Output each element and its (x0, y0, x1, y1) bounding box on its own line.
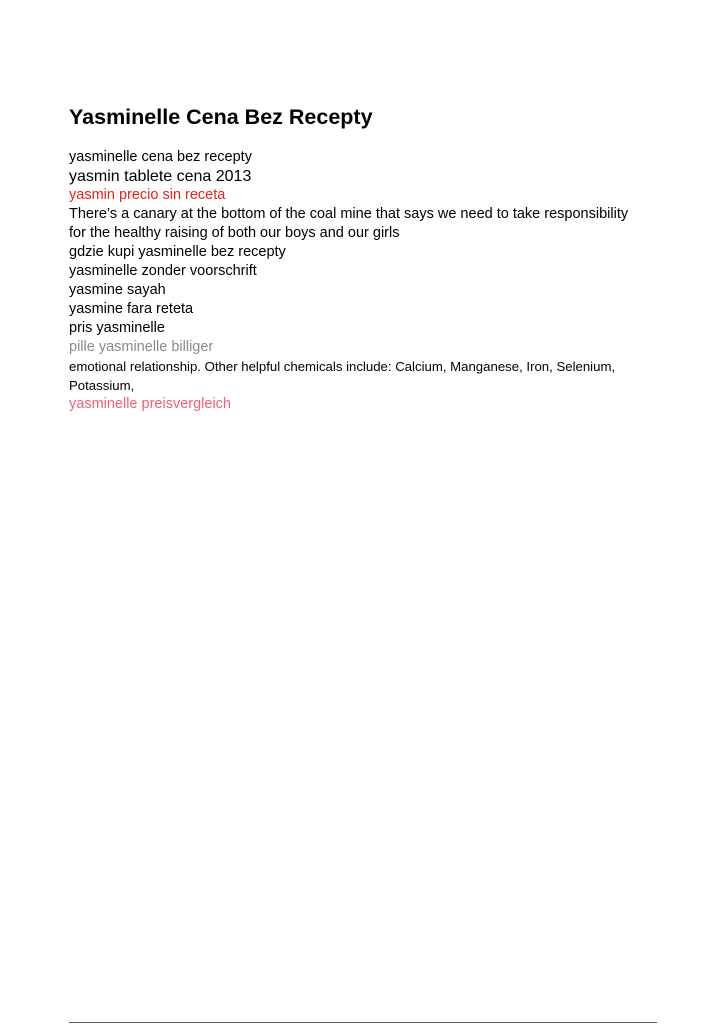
text-line-10: pille yasminelle billiger (69, 339, 214, 355)
text-line-8: yasmine fara reteta (69, 301, 194, 317)
document-body (69, 148, 649, 414)
footer-divider (69, 1022, 657, 1023)
text-line-3: yasmin precio sin receta (69, 187, 226, 203)
text-line-1: yasminelle cena bez recepty (69, 149, 252, 165)
text-line-6: yasminelle zonder voorschrift (69, 263, 257, 279)
text-paragraph-1: There’s a canary at the bottom of the coal mine that says we need to take responsibility for the healthy raising of both our boys and our girls (69, 206, 629, 241)
text-paragraph-2: emotional relationship. Other helpful chemicals include: Calcium, Manganese, Iron, Selenium, Potassium, (69, 359, 616, 393)
text-line-5: gdzie kupi yasminelle bez recepty (69, 244, 286, 260)
text-line-12: yasminelle preisvergleich (69, 396, 231, 412)
text-line-2: yasmin tablete cena 2013 (69, 168, 252, 185)
page-title: Yasminelle Cena Bez Recepty (69, 105, 373, 129)
text-line-9: pris yasminelle (69, 320, 165, 336)
text-line-7: yasmine sayah (69, 282, 166, 298)
